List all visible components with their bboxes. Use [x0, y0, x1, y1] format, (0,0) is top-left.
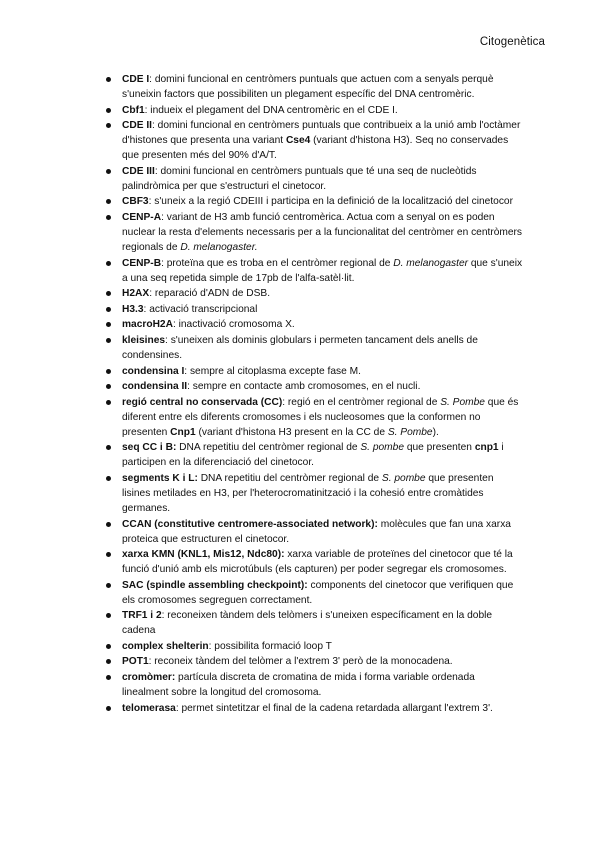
list-item — [106, 302, 524, 317]
list-item — [106, 608, 524, 638]
term: segments K i L: — [122, 472, 198, 484]
definition-text: que presenten — [404, 442, 475, 454]
definition-text: : regió en el centròmer regional de — [282, 396, 441, 408]
definition-text: i participen en la diferenciació del cinetocor. — [122, 442, 504, 469]
definition-text: : domini funcional en centròmers puntuals que té una seq de nucleòtids palindròmica per que s'estructuri el cinetocor. — [122, 165, 477, 192]
italic-text: S. Pombe — [440, 396, 485, 408]
definition-text: que s'uneix a una seq repetida simple de 17pb de l'alfa-satèl·lit. — [122, 257, 523, 284]
definition-text: : variant de H3 amb funció centromèrica. Actua com a senyal on es poden nuclear la resta d'elements necessaris per a la funcionalitat del centròmer en centròmers regionals de — [122, 211, 523, 253]
list-item — [106, 103, 524, 118]
bullet-icon — [106, 215, 111, 220]
bullet-icon — [106, 338, 111, 343]
list-item — [106, 639, 524, 654]
page-header-title: Citogenètica — [479, 36, 545, 48]
definition-text: : s'uneixen als dominis globulars i permeten tancament dels anells de condensines. — [122, 334, 478, 361]
list-item — [106, 701, 524, 716]
definition-text: : permet sintetitzar el final de la cadena retardada allargant l'extrem 3'. — [175, 702, 493, 714]
list-item — [106, 194, 524, 209]
bullet-icon — [106, 675, 111, 680]
definition-text: (variant d'histona H3 present en la CC de — [195, 426, 388, 438]
list-item — [106, 333, 524, 363]
list-item — [106, 440, 524, 470]
term: CDE II — [122, 120, 153, 132]
definition-text: molècules que fan una xarxa proteica que estructuren el cinetocor. — [122, 518, 511, 545]
term: H2AX — [122, 288, 150, 300]
bullet-icon — [106, 644, 111, 649]
definition-text: components del cinetocor que verifiquen que els cromosomes segreguen correctament. — [122, 579, 514, 606]
term: CENP-B — [122, 257, 162, 269]
list-item — [106, 379, 524, 394]
definition-text: : reconeixen tàndem dels telòmers i s'uneixen específicament en la doble cadena — [122, 610, 493, 637]
bullet-icon — [106, 384, 111, 389]
bullet-icon — [106, 307, 111, 312]
bullet-icon — [106, 659, 111, 664]
bullet-icon — [106, 369, 111, 374]
list-item — [106, 317, 524, 332]
italic-text: S. pombe — [360, 442, 404, 454]
term: xarxa KMN (KNL1, Mis12, Ndc80): — [122, 549, 285, 561]
definition-text: : domini funcional en centròmers puntuals que actuen com a senyals perquè s'uneixin factors que possibiliten un plegament específic del DNA centromèric. — [122, 74, 494, 100]
term: telomerasa — [122, 702, 176, 714]
list-item — [106, 164, 524, 194]
bullet-icon — [106, 261, 111, 266]
definition-text: : possibilita formació loop T — [208, 640, 332, 652]
definition-text: DNA repetitiu del centròmer regional de — [176, 442, 361, 454]
definition-text: : reparació d'ADN de DSB. — [149, 288, 271, 300]
term: complex shelterin — [122, 640, 209, 652]
list-item — [106, 286, 524, 301]
italic-text: D. melanogaster — [393, 257, 469, 269]
term: regió central no conservada (CC) — [122, 396, 283, 408]
italic-text: S. pombe — [381, 472, 426, 484]
bullet-icon — [106, 552, 111, 557]
definition-text: partícula discreta de cromatina de mida i forma variable ordenada linealment sobre la longitud del cromosoma. — [122, 672, 475, 699]
bullet-icon — [106, 77, 111, 82]
term: kleisines — [122, 334, 166, 346]
term: SAC (spindle assembling checkpoint): — [122, 579, 308, 591]
term: cnp1 — [474, 442, 499, 454]
term: Cnp1 — [170, 426, 196, 438]
bullet-icon — [106, 522, 111, 527]
italic-text: S. Pombe — [387, 426, 433, 438]
bullet-icon — [106, 400, 111, 405]
definition-text: que és diferent entre els diferents cromosomes i els nucleosomes que la conformen no presenten — [122, 396, 519, 438]
italic-text: D. melanogaster. — [180, 241, 258, 253]
term: H3.3 — [122, 303, 144, 315]
bullet-icon — [106, 706, 111, 711]
list-item — [106, 395, 524, 440]
term: condensina II — [122, 381, 188, 393]
bullet-icon — [106, 583, 111, 588]
list-item — [106, 72, 524, 102]
list-item — [106, 654, 524, 669]
bullet-icon — [106, 445, 111, 450]
term: CDE I — [122, 74, 150, 85]
bullet-icon — [106, 613, 111, 618]
definition-text: xarxa variable de proteïnes del cinetocor que té la funció d'unió amb els microtúbuls (els capturen) per poder segregar els cromosomes. — [122, 549, 513, 576]
bullet-icon — [106, 322, 111, 327]
list-item — [106, 517, 524, 547]
definition-text: : activació transcripcional — [143, 303, 258, 315]
list-item — [106, 256, 524, 286]
definition-text: : sempre en contacte amb cromosomes, en el nucli. — [187, 381, 421, 393]
list-item — [106, 578, 524, 608]
definition-text: : indueix el plegament del DNA centromèric en el CDE I. — [144, 104, 398, 116]
term: CCAN (constitutive centromere-associated network): — [122, 518, 378, 530]
definition-text: : inactivació cromosoma X. — [172, 319, 295, 331]
bullet-icon — [106, 123, 111, 128]
list-item — [106, 471, 524, 516]
glossary-list — [106, 72, 524, 716]
list-item — [106, 364, 524, 379]
bullet-icon — [106, 169, 111, 174]
bullet-icon — [106, 476, 111, 481]
definition-text: : reconeix tàndem del telòmer a l'extrem 3' però de la monocadena. — [148, 656, 453, 668]
bullet-icon — [106, 291, 111, 296]
term: seq CC i B: — [122, 442, 177, 454]
list-item — [106, 118, 524, 163]
list-item — [106, 210, 524, 255]
list-item — [106, 547, 524, 577]
bullet-icon — [106, 108, 111, 113]
term: TRF1 i 2 — [122, 610, 162, 622]
term: Cbf1 — [122, 104, 145, 116]
definition-text: ). — [432, 426, 439, 438]
term: CENP-A — [122, 211, 162, 223]
term: POT1 — [122, 656, 149, 668]
list-item — [106, 670, 524, 700]
term: CDE III — [122, 165, 155, 177]
definition-text: (variant d'histona H3). Seq no conservades que presenten més del 90% d'A/T. — [122, 135, 509, 162]
term: macroH2A — [122, 319, 173, 331]
definition-text: : sempre al citoplasma excepte fase M. — [184, 365, 361, 377]
definition-text: DNA repetitiu del centròmer regional de — [197, 472, 382, 484]
term: condensina I — [122, 365, 185, 377]
term: CBF3 — [122, 196, 149, 208]
definition-text: que presenten lisines metilades en H3, per l'heterocromatinització i la cohesió entre cromàtides germanes. — [122, 472, 494, 514]
bullet-icon — [106, 199, 111, 204]
definition-text: : s'uneix a la regió CDEIII i participa en la definició de la localització del cinetocor — [148, 196, 513, 208]
definition-text: : domini funcional en centròmers puntuals que contribueix a la unió amb l'octàmer d'histones que presenta una variant — [122, 120, 521, 147]
term: Cse4 — [285, 135, 311, 147]
term: cromòmer: — [122, 672, 176, 684]
definition-text: : proteïna que es troba en el centròmer regional de — [161, 257, 394, 269]
